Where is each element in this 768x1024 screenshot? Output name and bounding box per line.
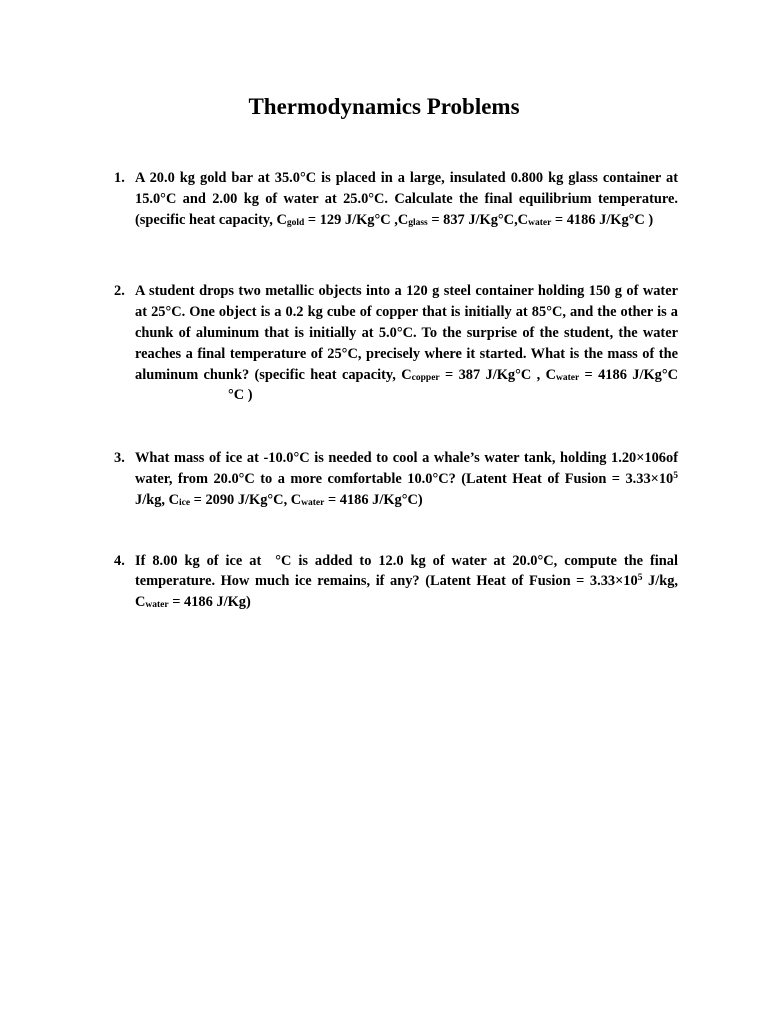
text-segment: J/kg, C — [135, 491, 179, 508]
subscript: water — [301, 497, 325, 508]
problem-text — [135, 168, 678, 230]
subscript: water — [528, 217, 552, 228]
text-segment: = 2090 J/Kg°C, C — [190, 491, 302, 508]
text-segment: = 4186 J/Kg°C) — [324, 491, 423, 508]
subscript: water — [145, 600, 169, 611]
problem-3 — [114, 448, 678, 510]
problem-text — [135, 448, 678, 510]
problem-number: 1. — [114, 170, 125, 186]
text-segment: If 8.00 kg of ice at — [135, 552, 262, 569]
text-segment: = 4186 J/Kg°C — [579, 366, 678, 383]
subscript: copper — [411, 372, 440, 383]
text-segment: = 129 J/Kg°C ,C — [304, 211, 409, 228]
problem-number: 2. — [114, 283, 125, 300]
problem-list — [114, 168, 678, 613]
text-segment: °C is added to 12.0 kg of water at 20.0°C, compute the final temperature. How much ice remains, if any? (Latent Heat of Fusion = 3.33×10 — [135, 552, 679, 590]
problem-text — [135, 551, 678, 613]
problem-number: 4. — [114, 552, 125, 569]
problem-2 — [114, 281, 678, 406]
problem-text — [135, 281, 678, 406]
text-segment: A student drops two metallic objects into a 120 g steel container holding 150 g of water at 25°C. One object is a 0.2 kg cube of copper that is initially at 85°C, and the other is a chunk of aluminum that is initially at 5.0°C. To the surprise of the student, the water reaches a final temperature of 25°C, precisely where it started. What is the mass of the aluminum chunk? (specific heat capacity, C — [135, 283, 678, 383]
subscript: water — [555, 372, 580, 383]
subscript: ice — [178, 497, 191, 508]
text-segment: What mass of ice at -10.0°C is needed to cool a whale’s water tank, holding 1.20×106of water, from 20.0°C to a more comfortable 10.0°C? (Latent Heat of Fusion = 3.33×10 — [135, 450, 678, 487]
text-segment: J/kg, C — [135, 573, 678, 611]
superscript: 5 — [673, 470, 678, 481]
superscript: 5 — [637, 573, 643, 584]
subscript: gold — [286, 217, 305, 228]
text-segment: A 20.0 kg gold bar at 35.0°C is placed in a large, insulated 0.800 kg glass container at 15.0°C and 2.00 kg of water at 25.0°C. Calculate the final equilibrium temperature. (specific heat capacity, C — [135, 170, 678, 228]
problem-1 — [114, 168, 678, 230]
page-title: Thermodynamics Problems — [248, 94, 520, 119]
text-segment: = 4186 J/Kg) — [168, 594, 251, 611]
text-segment: = 387 J/Kg°C , C — [439, 366, 556, 383]
problem-number: 3. — [114, 450, 125, 467]
text-segment: = 837 J/Kg°C,C — [427, 211, 529, 228]
problem-4 — [114, 551, 678, 613]
text-segment: °C ) — [228, 387, 253, 404]
text-segment: = 4186 J/Kg°C ) — [551, 211, 654, 228]
subscript: glass — [408, 217, 428, 228]
